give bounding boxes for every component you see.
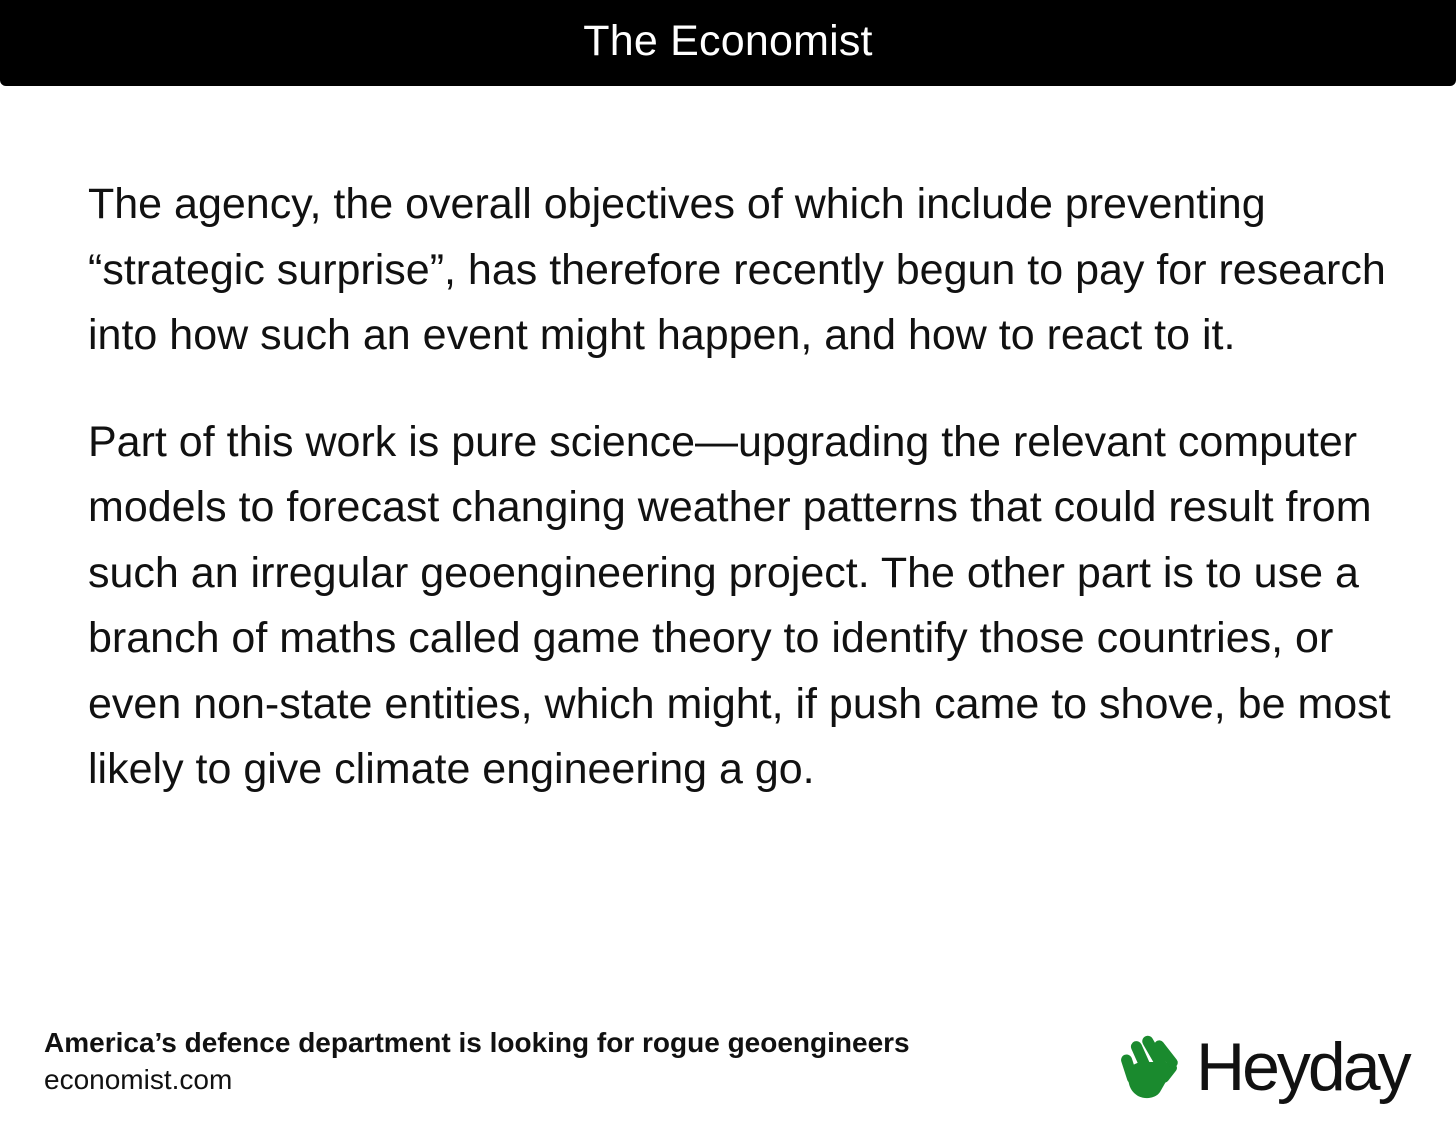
brand-logo (1120, 1020, 1420, 1110)
source-domain[interactable]: economist.com (44, 1064, 233, 1095)
header-bar (0, 0, 1456, 86)
paragraph-2: Part of this work is pure science—upgrading the relevant computer models to forecast changing weather patterns that could result from such an irregular geoengineering project. The other part is to use a branch of maths called game theory to identify those countries, or even non-state entities, which might, if push came to shove, be most likely to give climate engineering a go. (88, 417, 1391, 793)
publication-title: The Economist (583, 16, 873, 65)
paragraph-1: The agency, the overall objectives of which include preventing “strategic surprise”, has therefore recently begun to pay for research into how such an event might happen, and how to react to it. (88, 180, 1386, 359)
source-attribution (44, 1024, 1084, 1098)
source-headline[interactable]: America’s defence department is looking for rogue geoengineers (44, 1027, 910, 1058)
quote-body (88, 172, 1398, 803)
waving-hand-icon (1120, 1028, 1184, 1102)
brand-name: Heyday (1196, 1029, 1409, 1105)
